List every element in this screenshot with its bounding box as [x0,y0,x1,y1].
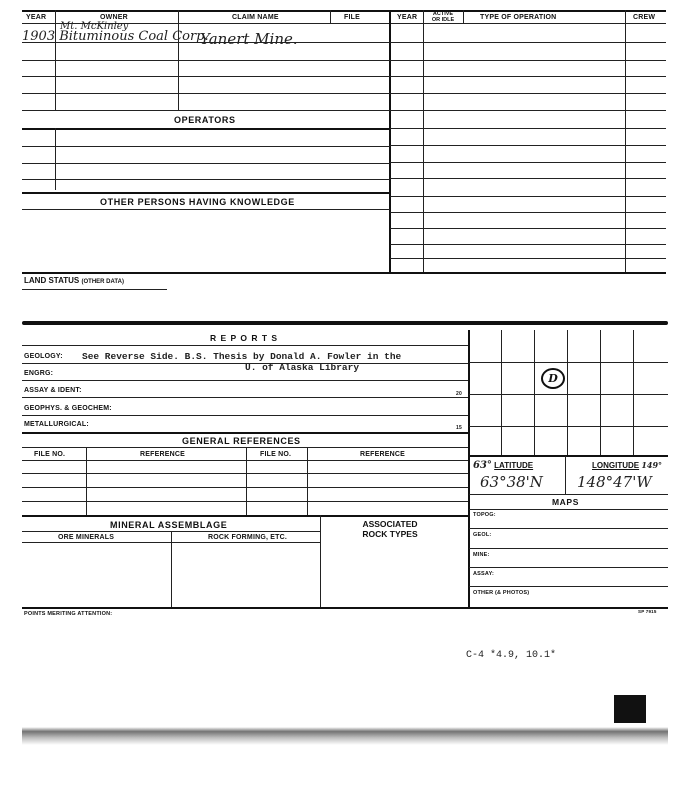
land-status-label: LAND STATUS [24,276,80,285]
maps-geol: GEOL: [473,532,492,538]
form-code: SP 7915 [638,609,657,614]
associated-line2: ROCK TYPES [362,529,418,539]
longitude-suffix: 149° [641,460,663,470]
maps-title: MAPS [552,497,579,507]
bottom-note: C-4 *4.9, 10.1* [466,650,557,661]
maps-mine: MINE: [473,552,490,558]
general-references-title: GENERAL REFERENCES [182,436,301,446]
header-active-or-idle [424,11,462,23]
report-label-geology: GEOLOGY: [24,353,63,360]
maps-assay: ASSAY: [473,571,495,577]
owner-year-handwritten: 1903 Bituminous Coal Corp. [22,29,209,44]
reports-title: R E P O R T S [210,333,279,343]
latitude-label: LATITUDE [494,461,534,470]
latitude-prefix: 63° [473,460,492,471]
header-type-of-operation: TYPE OF OPERATION [480,14,557,21]
report-value-engrg: U. of Alaska Library [245,362,360,373]
header-active-line1: ACTIVE [432,11,454,17]
header-active-line2: OR IDLE [431,17,455,23]
header-file: FILE [344,14,360,21]
header-claim-name: CLAIM NAME [232,14,279,21]
report-value-geology: See Reverse Side. B.S. Thesis by Donald A. Fowler in the [82,351,402,362]
header-owner: OWNER [100,14,128,21]
associated-rock-types [340,519,440,539]
grid-marker-text: D [548,372,558,385]
ore-minerals-header: ORE MINERALS [58,534,115,541]
claim-name-handwritten: Yanert Mine. [200,30,298,48]
land-status-sub: (OTHER DATA) [81,279,124,285]
header-crew: CREW [633,14,656,21]
latitude-value: 63°38'N [480,473,543,491]
rock-forming-header: ROCK FORMING, ETC. [208,534,288,541]
longitude-label: LONGITUDE [592,461,640,470]
maps-topog: TOPOG: [473,512,496,518]
registration-mark [614,695,646,723]
scan-smear [22,727,668,745]
associated-line1: ASSOCIATED [362,519,418,529]
other-persons-label: OTHER PERSONS HAVING KNOWLEDGE [100,197,295,207]
header-year-right: YEAR [397,14,418,21]
ref-header-file-no-1: FILE NO. [34,451,66,458]
report-label-geophys: GEOPHYS. & GEOCHEM: [24,405,112,412]
header-year: YEAR [26,14,47,21]
owner-note-handwritten: Mt. McKinley [60,21,129,32]
longitude-value: 148°47'W [577,473,652,491]
report-label-assay: ASSAY & IDENT: [24,387,82,394]
maps-other: OTHER (& PHOTOS) [473,590,530,596]
report-label-engrg: ENGRG: [24,370,54,377]
mineral-assemblage-title: MINERAL ASSEMBLAGE [110,520,228,530]
ref-header-reference-2: REFERENCE [360,451,405,458]
grid-marker [541,368,565,389]
report-num-20: 20 [456,391,462,397]
report-num-15: 15 [456,425,462,431]
operators-label: OPERATORS [174,115,236,125]
longitude-header [592,460,662,470]
ref-header-reference-1: REFERENCE [140,451,185,458]
latitude-header [473,460,533,471]
ref-header-file-no-2: FILE NO. [260,451,292,458]
report-label-metallurgical: METALLURGICAL: [24,421,89,428]
land-status [24,276,124,285]
points-meriting-attention: POINTS MERITING ATTENTION: [24,611,113,617]
